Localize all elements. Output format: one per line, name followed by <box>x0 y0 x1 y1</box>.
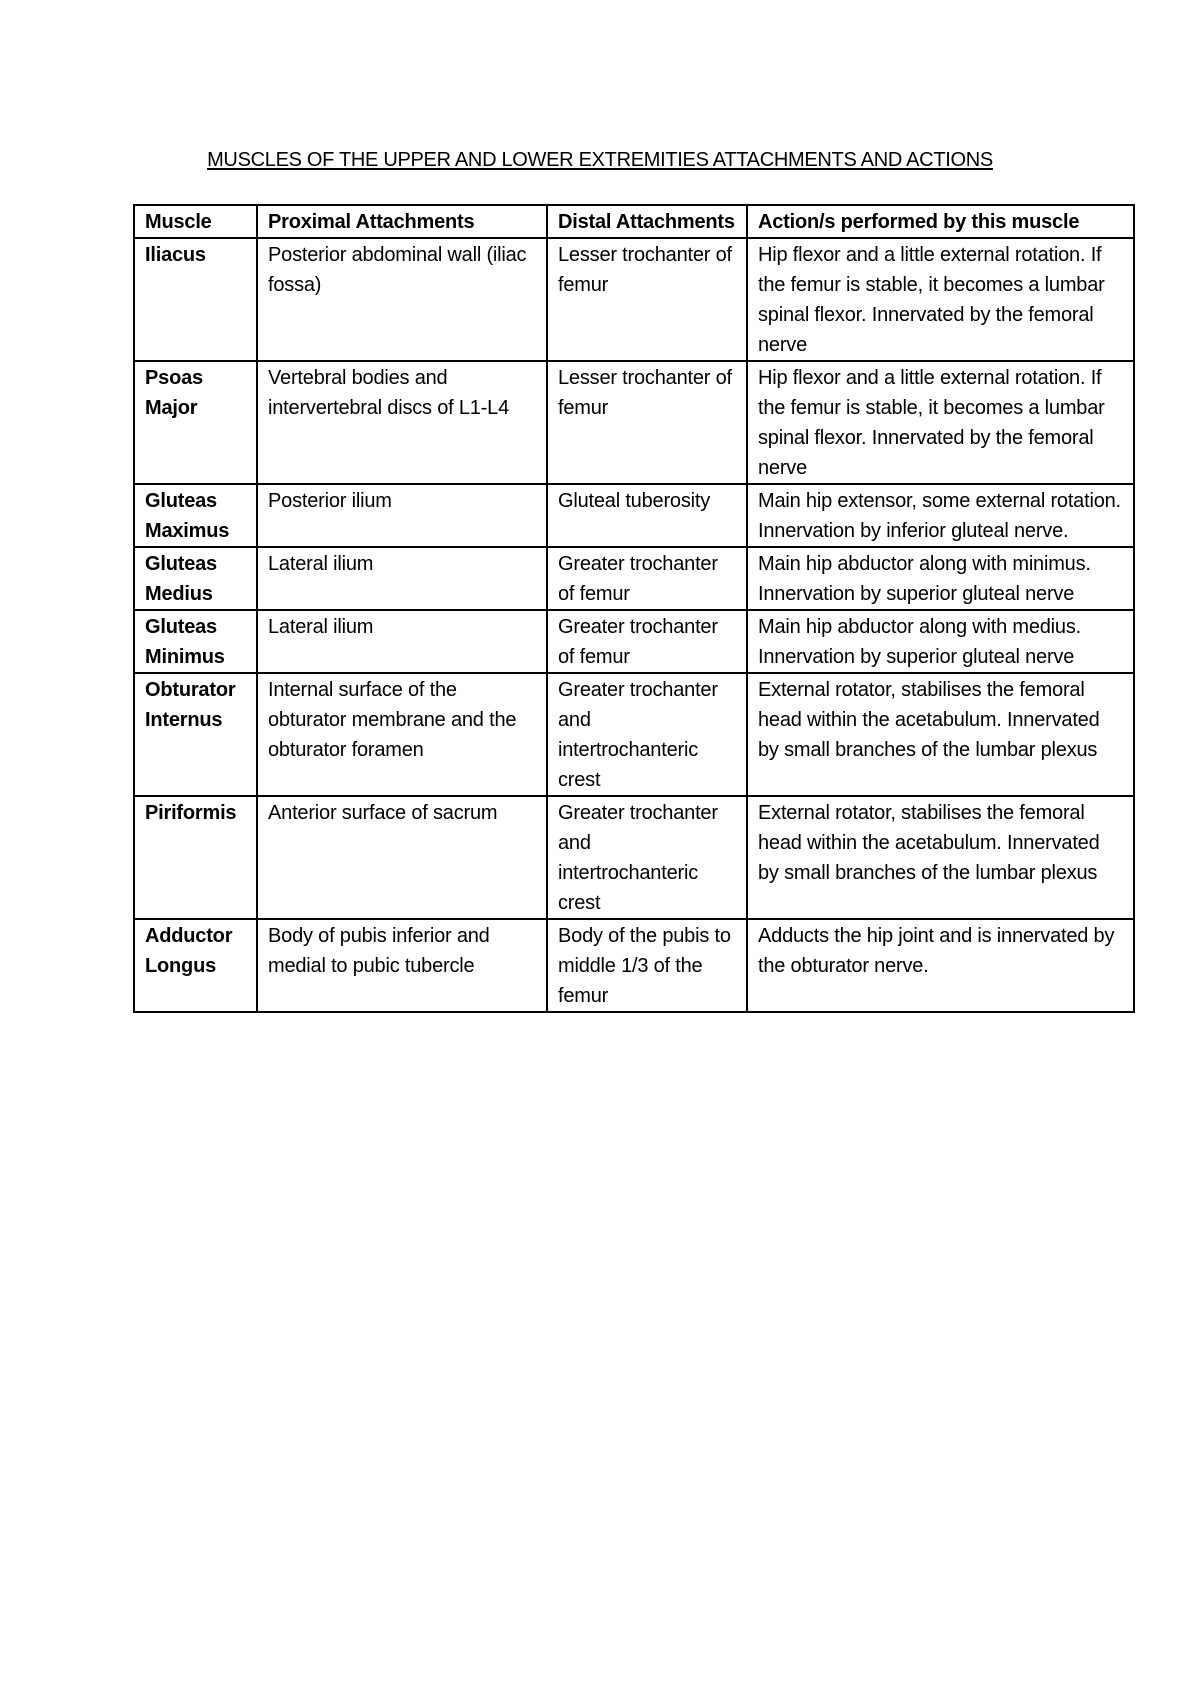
proximal-cell: Body of pubis inferior and medial to pubic tubercle <box>257 919 547 1012</box>
proximal-cell: Lateral ilium <box>257 610 547 673</box>
document-title: MUSCLES OF THE UPPER AND LOWER EXTREMITIES ATTACHMENTS AND ACTIONS <box>207 149 993 171</box>
muscle-cell: Obturator Internus <box>134 673 257 796</box>
table-row <box>134 361 1134 484</box>
muscle-cell: Piriformis <box>134 796 257 919</box>
table-row <box>134 919 1134 1012</box>
header-muscle: Muscle <box>134 205 257 238</box>
action-cell: Main hip extensor, some external rotation. Innervation by inferior gluteal nerve. <box>747 484 1134 547</box>
muscle-cell: Adductor Longus <box>134 919 257 1012</box>
muscle-cell: Gluteas Minimus <box>134 610 257 673</box>
header-action: Action/s performed by this muscle <box>747 205 1134 238</box>
table-header-row <box>134 205 1134 238</box>
header-proximal-attachments: Proximal Attachments <box>257 205 547 238</box>
table-row <box>134 547 1134 610</box>
muscle-cell: Gluteas Medius <box>134 547 257 610</box>
action-cell: Hip flexor and a little external rotation. If the femur is stable, it becomes a lumbar spinal flexor. Innervated by the femoral nerve <box>747 238 1134 361</box>
distal-cell: Gluteal tuberosity <box>547 484 747 547</box>
action-cell: Hip flexor and a little external rotation. If the femur is stable, it becomes a lumbar spinal flexor. Innervated by the femoral nerve <box>747 361 1134 484</box>
proximal-cell: Vertebral bodies and intervertebral discs of L1-L4 <box>257 361 547 484</box>
muscle-cell: Psoas Major <box>134 361 257 484</box>
distal-cell: Body of the pubis to middle 1/3 of the femur <box>547 919 747 1012</box>
action-cell: Adducts the hip joint and is innervated by the obturator nerve. <box>747 919 1134 1012</box>
proximal-cell: Lateral ilium <box>257 547 547 610</box>
table-row <box>134 610 1134 673</box>
action-cell: External rotator, stabilises the femoral head within the acetabulum. Innervated by small branches of the lumbar plexus <box>747 796 1134 919</box>
distal-cell: Lesser trochanter of femur <box>547 361 747 484</box>
action-cell: External rotator, stabilises the femoral head within the acetabulum. Innervated by small branches of the lumbar plexus <box>747 673 1134 796</box>
distal-cell: Greater trochanter of femur <box>547 610 747 673</box>
table-row <box>134 796 1134 919</box>
proximal-cell: Anterior surface of sacrum <box>257 796 547 919</box>
muscle-cell: Iliacus <box>134 238 257 361</box>
header-distal-attachments: Distal Attachments <box>547 205 747 238</box>
distal-cell: Lesser trochanter of femur <box>547 238 747 361</box>
distal-cell: Greater trochanter and intertrochanteric crest <box>547 673 747 796</box>
proximal-cell: Internal surface of the obturator membrane and the obturator foramen <box>257 673 547 796</box>
table-row <box>134 673 1134 796</box>
distal-cell: Greater trochanter of femur <box>547 547 747 610</box>
action-cell: Main hip abductor along with medius. Innervation by superior gluteal nerve <box>747 610 1134 673</box>
table-row <box>134 484 1134 547</box>
distal-cell: Greater trochanter and intertrochanteric crest <box>547 796 747 919</box>
proximal-cell: Posterior ilium <box>257 484 547 547</box>
action-cell: Main hip abductor along with minimus. Innervation by superior gluteal nerve <box>747 547 1134 610</box>
proximal-cell: Posterior abdominal wall (iliac fossa) <box>257 238 547 361</box>
muscle-cell: Gluteas Maximus <box>134 484 257 547</box>
muscle-attachments-table <box>133 204 1135 1013</box>
table-row <box>134 238 1134 361</box>
